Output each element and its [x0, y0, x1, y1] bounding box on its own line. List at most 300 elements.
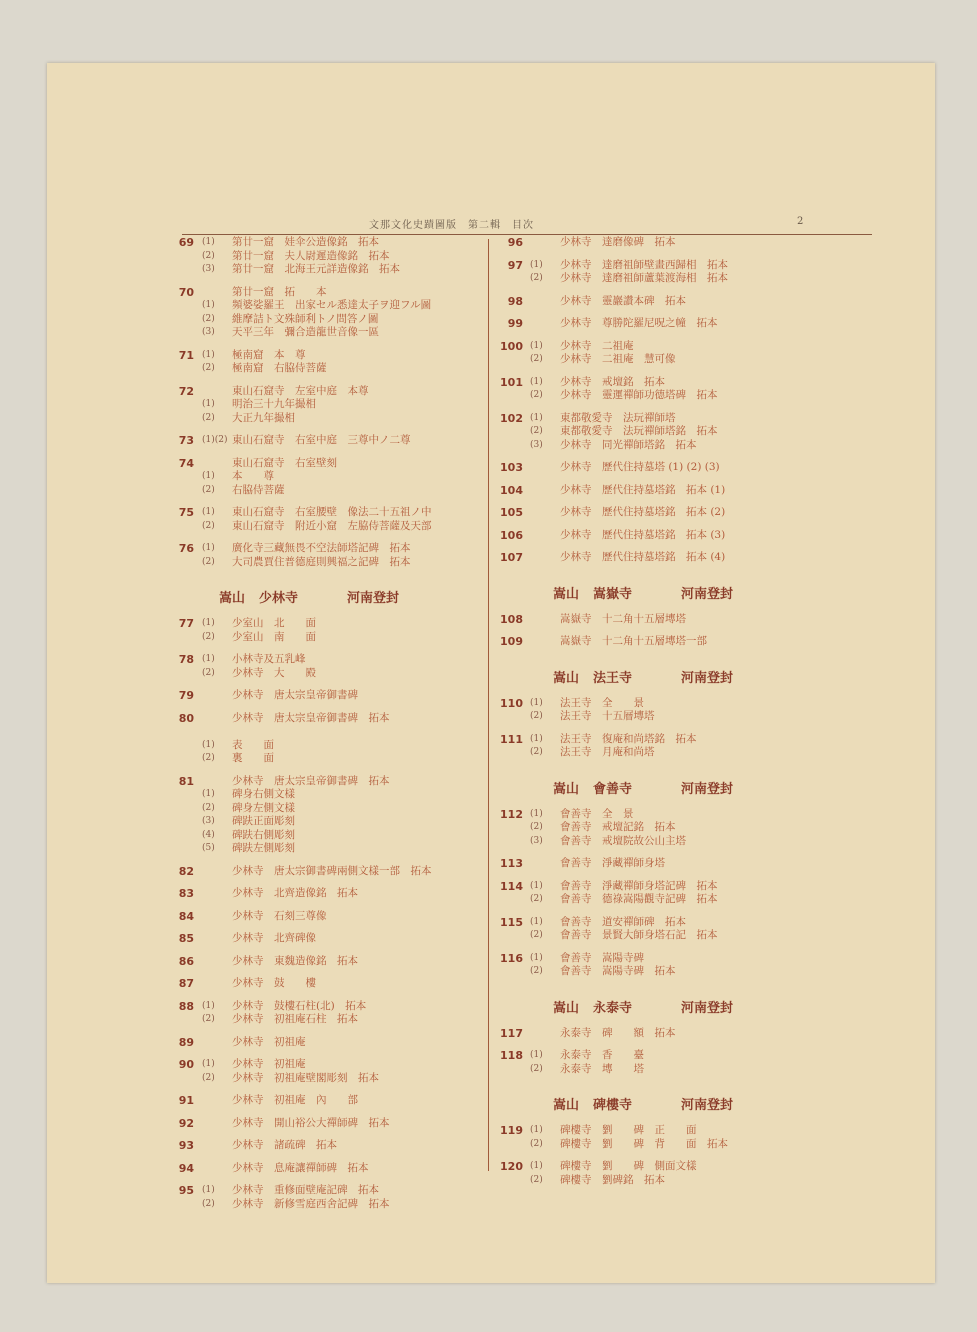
- left-column: [167, 236, 482, 1220]
- toc-line: [167, 977, 482, 991]
- plate-title: 東山石窟寺 右室壁刻: [232, 456, 337, 469]
- sub-number: (2): [530, 273, 543, 283]
- toc-line: [167, 1000, 482, 1014]
- toc-line: [498, 857, 818, 871]
- toc-entry: [167, 542, 482, 569]
- plate-title: 頻婆娑羅王 出家セル悉達太子ヲ迎フル圖: [232, 299, 432, 311]
- toc-line: [167, 829, 482, 843]
- toc-entry: [498, 952, 818, 979]
- toc-entry: [498, 236, 818, 250]
- toc-line: [167, 1198, 482, 1212]
- plate-title: 會善寺 戒壇院故公山主塔: [560, 834, 686, 847]
- plate-number: 89: [178, 1035, 194, 1049]
- toc-line: [167, 1117, 482, 1131]
- toc-entry: [498, 733, 818, 760]
- toc-line: [498, 1124, 818, 1138]
- toc-line: [498, 353, 818, 367]
- plate-title: 碑樓寺 劉碑銘 拓本: [560, 1173, 665, 1186]
- toc-line: [167, 1162, 482, 1176]
- plate-number: 95: [178, 1184, 194, 1197]
- toc-line: [167, 815, 482, 829]
- sub-number: (1): [202, 618, 215, 628]
- toc-entry: [498, 529, 818, 543]
- plate-title: 碑樓寺 劉 碑 正 面: [560, 1124, 697, 1136]
- plate-title: 永泰寺 碑 額 拓本: [560, 1026, 676, 1039]
- plate-title: 法王寺 復庵和尚塔銘 拓本: [560, 732, 697, 745]
- toc-line: [498, 461, 818, 475]
- toc-line: [167, 725, 482, 739]
- sub-number: (2): [202, 556, 215, 567]
- plate-title: 碑趺左側彫刻: [232, 842, 295, 854]
- location: 河南登封: [681, 1000, 734, 1016]
- sub-number: (3): [530, 439, 543, 450]
- sub-number: (1): [530, 880, 543, 891]
- plate-title: 嵩嶽寺 十二角十五層塼塔: [560, 612, 686, 625]
- sub-number: (2): [202, 363, 215, 373]
- toc-entry: [167, 865, 482, 879]
- toc-entry: [167, 653, 482, 680]
- sub-number: (1): [530, 340, 543, 351]
- plate-number: 93: [178, 1139, 194, 1152]
- toc-entry: [167, 1036, 482, 1050]
- toc-entry: [167, 1094, 482, 1108]
- toc-line: [498, 272, 818, 286]
- toc-line: [167, 398, 482, 412]
- toc-line: [167, 1139, 482, 1153]
- toc-line: [167, 1184, 482, 1198]
- plate-title: 少林寺 靈運禪師功德塔碑 拓本: [560, 389, 718, 401]
- plate-number: 84: [178, 909, 194, 923]
- plate-title: 會善寺 全 景: [560, 807, 634, 820]
- mountain-name: 嵩山: [553, 1000, 580, 1016]
- plate-title: 少林寺 唐太宗皇帝御書碑: [232, 689, 358, 701]
- sub-number: (2): [530, 822, 543, 832]
- plate-title: 少林寺 達磨祖師壁畫西歸相 拓本: [560, 258, 728, 271]
- sub-number: (2): [530, 747, 543, 757]
- plate-title: 會善寺 道安禪師碑 拓本: [560, 915, 686, 928]
- plate-title: 第廿一窟 夫人尉遲造像銘 拓本: [232, 249, 390, 262]
- plate-number: 90: [178, 1058, 194, 1071]
- toc-entry: [167, 1117, 482, 1131]
- sub-number: (1): [530, 1161, 543, 1171]
- temple-name: 永泰寺: [593, 1000, 633, 1016]
- running-header: [47, 213, 935, 233]
- sub-number: (1): [202, 654, 215, 664]
- plate-title: 會善寺 德祿嵩陽觀寺記碑 拓本: [560, 893, 718, 905]
- plate-number: 76: [178, 542, 194, 555]
- plate-number: 83: [178, 887, 194, 900]
- plate-title: 少林寺 北齊碑像: [232, 932, 316, 944]
- sub-number: (2): [202, 250, 215, 261]
- plate-number: 109: [500, 635, 523, 648]
- section-heading: [498, 1090, 818, 1112]
- plate-number: 96: [507, 236, 523, 249]
- plate-title: 會善寺 嵩陽寺碑: [560, 951, 644, 964]
- sub-number: (1): [202, 739, 215, 750]
- plate-title: 少林寺 二祖庵 慧可像: [560, 353, 676, 365]
- toc-line: [167, 412, 482, 426]
- toc-line: [498, 236, 818, 250]
- toc-entry: [498, 376, 818, 403]
- toc-entry: [167, 910, 482, 924]
- toc-line: [498, 295, 818, 309]
- plate-title: 少林寺 鼓 樓: [232, 977, 316, 989]
- plate-title: 本 尊: [232, 470, 274, 482]
- plate-title: 少林寺 東魏造像銘 拓本: [232, 954, 358, 967]
- toc-entry: [498, 916, 818, 943]
- toc-entry: [498, 880, 818, 907]
- plate-title: 少林寺 初祖庵: [232, 1035, 306, 1048]
- toc-line: [167, 457, 482, 471]
- sub-number: (2): [530, 966, 543, 976]
- plate-title: 第廿一窟 娃伞公造像銘 拓本: [232, 236, 379, 248]
- plate-title: 少林寺 靈巖讚本碑 拓本: [560, 294, 686, 307]
- toc-line: [167, 299, 482, 313]
- sub-number: (2): [530, 1174, 543, 1185]
- toc-line: [167, 385, 482, 399]
- sub-number: (1): [530, 952, 543, 963]
- toc-line: [167, 1058, 482, 1072]
- plate-title: 碑趺右側彫刻: [232, 828, 295, 841]
- sub-number: (2): [530, 1138, 543, 1149]
- plate-title: 東山石窟寺 右室腰壁 像法二十五祖ノ中: [232, 506, 432, 518]
- toc-entry: [498, 697, 818, 724]
- sub-number: (1): [530, 733, 543, 744]
- plate-title: 少林寺 歷代住持墓塔銘 拓本 (1): [560, 483, 726, 496]
- plate-title: 表 面: [232, 738, 274, 751]
- mountain-name: 嵩山: [553, 1098, 580, 1113]
- toc-entry: [498, 412, 818, 453]
- plate-title: 東山石窟寺 右室中庭 三尊中ノ二尊: [232, 434, 411, 446]
- plate-number: 116: [500, 951, 523, 965]
- sub-number: (1): [530, 1050, 543, 1060]
- toc-line: [498, 1063, 818, 1077]
- plate-title: 東山石窟寺 附近小窟 左脇侍菩薩及天部: [232, 519, 432, 532]
- toc-line: [167, 1072, 482, 1086]
- toc-line: [498, 821, 818, 835]
- plate-number: 75: [178, 506, 194, 519]
- plate-title: 大正九年撮相: [232, 411, 295, 424]
- toc-line: [498, 484, 818, 498]
- plate-number: 104: [500, 483, 523, 497]
- plate-title: 少室山 北 面: [232, 617, 316, 629]
- plate-number: 74: [178, 456, 194, 470]
- toc-line: [498, 425, 818, 439]
- toc-entry: [167, 1184, 482, 1211]
- sub-number: (2): [202, 802, 215, 813]
- plate-title: 少林寺 唐太宗皇帝御書碑 拓本: [232, 774, 390, 787]
- toc-line: [167, 263, 482, 277]
- temple-name: 法王寺: [593, 670, 633, 686]
- section-heading: [498, 993, 818, 1015]
- toc-line: [167, 250, 482, 264]
- plate-title: 少林寺 開山裕公大禪師碑 拓本: [232, 1116, 390, 1129]
- plate-number: 73: [178, 434, 194, 447]
- sub-number: (1): [202, 237, 215, 247]
- toc-line: [498, 1174, 818, 1188]
- plate-number: 70: [178, 285, 194, 299]
- toc-line: [498, 376, 818, 390]
- sub-number: (2): [202, 484, 215, 495]
- sub-number: (2): [530, 354, 543, 364]
- plate-title: 少林寺 諸疏碑 拓本: [232, 1139, 337, 1151]
- plate-title: 天平三年 彌合造龍世音像一區: [232, 326, 379, 338]
- plate-title: 少林寺 歷代住持墓塔銘 拓本 (3): [560, 528, 726, 541]
- sub-number: (1): [202, 789, 215, 799]
- plate-number: 85: [178, 932, 194, 945]
- toc-line: [498, 506, 818, 520]
- plate-title: 右脇侍菩薩: [232, 483, 285, 496]
- sub-number: (2): [202, 753, 215, 763]
- toc-entry: [498, 506, 818, 520]
- plate-title: 明治三十九年撮相: [232, 398, 316, 410]
- toc-line: [498, 746, 818, 760]
- page-sheet: [47, 63, 935, 1283]
- toc-entry: [498, 259, 818, 286]
- sub-number: (1): [530, 808, 543, 819]
- plate-title: 裏 面: [232, 752, 274, 764]
- plate-number: 91: [178, 1094, 194, 1107]
- sub-number: (1)(2): [202, 435, 228, 445]
- toc-entry: [167, 887, 482, 901]
- toc-entry: [498, 461, 818, 475]
- mountain-name: 嵩山: [553, 586, 580, 602]
- toc-line: [167, 712, 482, 726]
- plate-title: 少林寺 初祖庵 內 部: [232, 1094, 358, 1106]
- plate-number: 101: [500, 375, 523, 389]
- sub-number: (2): [530, 390, 543, 400]
- toc-line: [167, 434, 482, 448]
- plate-title: 會善寺 戒壇記銘 拓本: [560, 821, 676, 833]
- plate-title: 少林寺 重修面壁庵記碑 拓本: [232, 1184, 379, 1196]
- plate-title: 嵩嶽寺 十二角十五層塼塔一部: [560, 635, 707, 647]
- toc-entry: [498, 484, 818, 498]
- plate-title: 少林寺 石刻三尊像: [232, 909, 327, 922]
- sub-number: (2): [530, 711, 543, 721]
- sub-number: (1): [530, 412, 543, 423]
- plate-number: 79: [178, 689, 194, 702]
- plate-number: 120: [500, 1160, 523, 1173]
- toc-line: [167, 617, 482, 631]
- toc-line: [167, 236, 482, 250]
- toc-line: [167, 1036, 482, 1050]
- sub-number: (1): [202, 1185, 215, 1195]
- toc-line: [498, 551, 818, 565]
- toc-line: [498, 389, 818, 403]
- plate-title: 碑樓寺 劉 碑 背 面 拓本: [560, 1137, 728, 1150]
- plate-title: 永泰寺 香 臺: [560, 1049, 644, 1061]
- plate-title: 少林寺 唐太宗皇帝御書碑 拓本: [232, 711, 390, 724]
- toc-line: [167, 955, 482, 969]
- toc-line: [498, 893, 818, 907]
- plate-number: 92: [178, 1116, 194, 1130]
- toc-line: [167, 802, 482, 816]
- toc-line: [498, 1027, 818, 1041]
- plate-title: 會善寺 淨藏禪師身塔: [560, 857, 665, 869]
- toc-line: [167, 286, 482, 300]
- toc-line: [498, 1049, 818, 1063]
- toc-line: [167, 910, 482, 924]
- section-heading: [498, 774, 818, 796]
- toc-entry: [167, 1162, 482, 1176]
- section-heading: [498, 579, 818, 601]
- plate-title: 法王寺 全 景: [560, 696, 644, 709]
- column-divider: [488, 239, 489, 1171]
- page-number: 2: [797, 216, 805, 227]
- plate-title: 少林寺 二祖庵: [560, 339, 634, 352]
- plate-number: 77: [178, 617, 194, 630]
- plate-number: 100: [500, 339, 523, 353]
- plate-title: 極南窟 右脇侍菩薩: [232, 362, 327, 374]
- toc-line: [498, 952, 818, 966]
- toc-line: [167, 520, 482, 534]
- plate-number: 110: [500, 696, 523, 710]
- sub-number: (1): [202, 349, 215, 360]
- toc-entry: [167, 955, 482, 969]
- toc-entry: [167, 1139, 482, 1153]
- plate-number: 86: [178, 954, 194, 968]
- location: 河南登封: [681, 670, 734, 686]
- toc-entry: [167, 434, 482, 448]
- toc-line: [167, 484, 482, 498]
- toc-entry: [167, 349, 482, 376]
- location: 河南登封: [347, 591, 400, 606]
- sub-number: (2): [202, 520, 215, 531]
- plate-number: 88: [178, 999, 194, 1013]
- plate-title: 永泰寺 塼 塔: [560, 1062, 644, 1075]
- plate-number: 108: [500, 612, 523, 626]
- plate-title: 第廿一窟 北海王元詳造像銘 拓本: [232, 263, 400, 275]
- sub-number: (2): [202, 631, 215, 642]
- plate-number: 98: [507, 294, 523, 308]
- toc-line: [498, 259, 818, 273]
- plate-number: 118: [500, 1049, 523, 1062]
- toc-entry: [167, 286, 482, 340]
- toc-line: [498, 880, 818, 894]
- temple-name: 嵩嶽寺: [593, 586, 633, 602]
- plate-number: 106: [500, 528, 523, 542]
- toc-line: [498, 1138, 818, 1152]
- toc-entry: [167, 712, 482, 766]
- sub-number: (5): [202, 843, 215, 853]
- mountain-name: 嵩山: [553, 781, 580, 797]
- toc-entry: [167, 977, 482, 991]
- toc-line: [167, 667, 482, 681]
- toc-entry: [167, 457, 482, 498]
- toc-line: [498, 733, 818, 747]
- sub-number: (1): [202, 1000, 215, 1011]
- sub-number: (1): [530, 697, 543, 708]
- sub-number: (2): [202, 1014, 215, 1024]
- plate-title: 少林寺 歷代住持墓塔銘 拓本 (4): [560, 551, 726, 563]
- plate-number: 87: [178, 977, 194, 990]
- plate-number: 81: [178, 774, 194, 788]
- toc-line: [167, 752, 482, 766]
- toc-line: [167, 865, 482, 879]
- sub-number: (1): [202, 507, 215, 517]
- toc-line: [167, 788, 482, 802]
- toc-line: [167, 1013, 482, 1027]
- plate-title: 少林寺 唐太宗御書碑兩側文樣一部 拓本: [232, 864, 432, 877]
- sub-number: (2): [530, 894, 543, 904]
- toc-line: [498, 439, 818, 453]
- toc-line: [498, 340, 818, 354]
- plate-number: 119: [500, 1124, 523, 1137]
- plate-title: 少林寺 息庵讓禪師碑 拓本: [232, 1161, 369, 1174]
- plate-number: 102: [500, 411, 523, 425]
- temple-name: 會善寺: [593, 781, 633, 797]
- sub-number: (1): [530, 376, 543, 387]
- plate-number: 69: [178, 236, 194, 249]
- sub-number: (3): [202, 327, 215, 337]
- plate-number: 103: [500, 461, 523, 474]
- sub-number: (2): [530, 930, 543, 940]
- toc-line: [167, 506, 482, 520]
- plate-title: 少林寺 戒壇銘 拓本: [560, 375, 665, 388]
- plate-title: 大司農賈住普德庭則興福之記碑 拓本: [232, 555, 411, 568]
- plate-number: 105: [500, 506, 523, 519]
- toc-entry: [498, 1160, 818, 1187]
- plate-title: 廣化寺三藏無畏不空法師塔記碑 拓本: [232, 542, 411, 554]
- plate-number: 97: [507, 258, 523, 272]
- toc-line: [167, 689, 482, 703]
- sub-number: (2): [202, 313, 215, 324]
- toc-line: [498, 916, 818, 930]
- sub-number: (1): [530, 259, 543, 270]
- toc-line: [498, 635, 818, 649]
- plate-title: 少林寺 尊勝陀羅尼呪之幢 拓本: [560, 317, 718, 329]
- plate-title: 少林寺 初祖庵: [232, 1058, 306, 1070]
- temple-name: 碑樓寺: [593, 1098, 633, 1113]
- plate-title: 少林寺 達磨祖師蘆葉渡海相 拓本: [560, 272, 728, 284]
- toc-entry: [498, 808, 818, 849]
- sub-number: (1): [202, 543, 215, 553]
- sub-number: (1): [202, 471, 215, 481]
- toc-line: [167, 1094, 482, 1108]
- sub-number: (3): [202, 264, 215, 274]
- toc-line: [498, 412, 818, 426]
- toc-entry: [498, 295, 818, 309]
- mountain-name: 嵩山: [553, 670, 580, 686]
- toc-entry: [498, 1027, 818, 1041]
- sub-number: (1): [202, 399, 215, 409]
- toc-entry: [498, 317, 818, 331]
- toc-entry: [167, 385, 482, 426]
- toc-entry: [498, 340, 818, 367]
- plate-title: 會善寺 淨藏禪師身塔記碑 拓本: [560, 879, 718, 892]
- plate-number: 117: [500, 1026, 523, 1040]
- toc-line: [167, 739, 482, 753]
- toc-line: [498, 697, 818, 711]
- plate-title: 碑身左側文樣: [232, 801, 295, 814]
- sub-number: (1): [202, 1059, 215, 1069]
- toc-entry: [167, 775, 482, 856]
- toc-entry: [167, 689, 482, 703]
- toc-line: [167, 326, 482, 340]
- mountain-name: 嵩山: [219, 591, 246, 606]
- plate-title: 少林寺 達磨像碑 拓本: [560, 236, 676, 248]
- temple-name: 少林寺: [259, 591, 299, 606]
- plate-title: 法王寺 十五層塼塔: [560, 710, 655, 722]
- toc-entry: [498, 857, 818, 871]
- toc-line: [167, 556, 482, 570]
- plate-title: 少林寺 大 殿: [232, 666, 316, 679]
- toc-line: [498, 317, 818, 331]
- plate-title: 碑趺正面彫刻: [232, 815, 295, 827]
- toc-line: [167, 631, 482, 645]
- plate-number: 99: [507, 317, 523, 330]
- toc-line: [167, 887, 482, 901]
